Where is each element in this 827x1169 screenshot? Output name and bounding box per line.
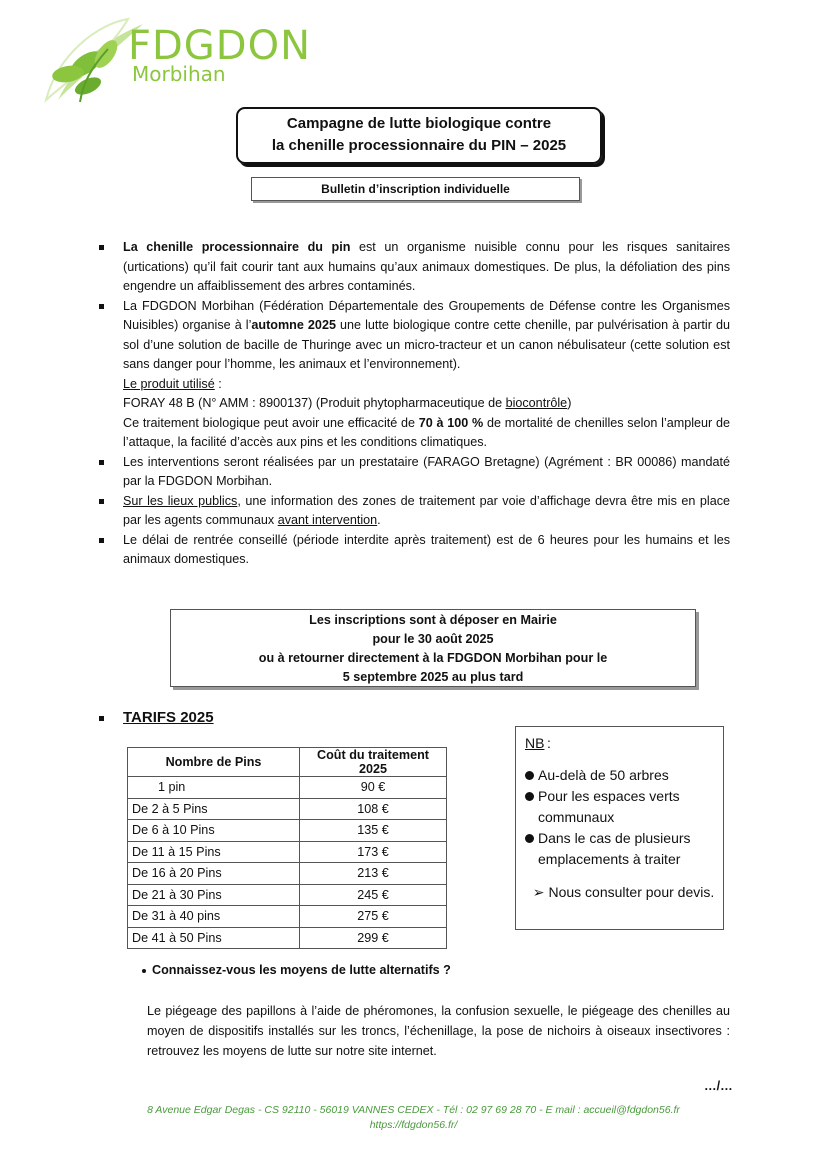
list-item <box>525 765 720 786</box>
bullet-2-bold: automne 2025 <box>251 318 336 332</box>
bullet-2-text-b: une lutte biologique contre cette chenille, par pulvérisation à partir du sol d’une solution de bacille de Thuringe avec un micro-tracteur et un canon nébulisateur (cette solution est sans danger pour l’homme, les animaux et l’environnement). <box>123 318 730 371</box>
info-bullets <box>98 238 730 570</box>
bullet-4-text-b: . <box>377 513 381 527</box>
pins-cell: De 16 à 20 Pins <box>128 863 300 885</box>
cost-cell: 299 € <box>300 927 447 949</box>
pins-cell: De 2 à 5 Pins <box>128 798 300 820</box>
cost-cell: 275 € <box>300 906 447 928</box>
nb-list <box>525 765 720 870</box>
column-header: Nombre de Pins <box>128 748 300 777</box>
product-text-a: FORAY 48 B (N° AMM : 8900137) (Produit phytopharmaceutique de <box>123 396 506 410</box>
logo-subtitle: Morbihan <box>132 62 226 86</box>
nb-colon: : <box>547 735 551 751</box>
table-row <box>128 927 447 949</box>
bullet-1-text: est un organisme nuisible connu pour les risques sanitaires (urtications) qu’il fait courir tant aux humains qu’aux animaux domestiques. De plus, la défoliation des pins engendre un affaiblissement des arbres contaminés. <box>123 240 730 293</box>
nb-heading: NB <box>525 735 545 751</box>
cost-cell: 245 € <box>300 884 447 906</box>
pins-cell: De 21 à 30 Pins <box>128 884 300 906</box>
title-line-1: Campagne de lutte biologique contre <box>286 115 552 132</box>
inscription-box <box>170 609 696 687</box>
tarifs-heading-text: TARIFS 2025 <box>123 709 214 726</box>
nb-consult <box>526 882 721 903</box>
continuation-mark: …/… <box>704 1079 733 1093</box>
pins-cell: De 11 à 15 Pins <box>128 841 300 863</box>
cost-cell: 90 € <box>300 777 447 799</box>
campaign-title <box>236 107 602 164</box>
bullet-chenille <box>98 238 730 297</box>
product-colon: : <box>214 376 222 391</box>
bullet-dot-icon <box>525 771 534 780</box>
bullet-5-text: Le délai de rentrée conseillé (période interdite après traitement) est de 6 heures pour les humains et les animaux domestiques. <box>123 532 730 566</box>
column-header: Coût du traitement 2025 <box>300 748 447 777</box>
pins-cell: De 31 à 40 pins <box>128 906 300 928</box>
title-line-2: la chenille processionnaire du PIN – 2025 <box>271 137 567 154</box>
bullet-dot-icon <box>142 969 146 973</box>
nb-item-text: Pour les espaces verts communaux <box>538 788 680 825</box>
table-row <box>128 820 447 842</box>
bullet-4-underline-2: avant intervention <box>277 513 378 527</box>
bullet-delai <box>98 531 730 570</box>
footer-website: https://fdgdon56.fr/ <box>369 1119 458 1131</box>
cost-cell: 173 € <box>300 841 447 863</box>
bullet-dot-icon <box>525 792 534 801</box>
table-header-row <box>128 748 447 777</box>
table-row <box>128 841 447 863</box>
bullet-4-text-a: , une information des zones de traitement par voie d’affichage devra être mis en place par les agents communaux <box>123 493 731 527</box>
inscription-line-3: ou à retourner directement à la FDGDON Morbihan pour le <box>258 651 608 665</box>
alternatives-question-text: Connaissez-vous les moyens de lutte alternatifs ? <box>152 963 451 977</box>
pins-cell: 1 pin <box>128 777 300 799</box>
efficacy-text-a: Ce traitement biologique peut avoir une efficacité de <box>123 415 419 430</box>
bullet-4-underline-1: Sur les lieux publics <box>123 493 238 508</box>
nb-consult-text: Nous consulter pour devis. <box>548 884 715 900</box>
product-text-b: ) <box>567 396 572 410</box>
bullet-2-text-a: La FDGDON Morbihan (Fédération Départementale des Groupements de Défense contre les Organismes Nuisibles) organise à l’ <box>123 298 730 332</box>
nb-item-text: Au-delà de 50 arbres <box>538 767 669 783</box>
pins-cell: De 6 à 10 Pins <box>128 820 300 842</box>
inscription-line-2: pour le 30 août 2025 <box>372 632 494 646</box>
nb-item-text: Dans le cas de plusieurs emplacements à traiter <box>538 830 691 867</box>
tarifs-table <box>127 747 447 949</box>
bullet-dot-icon <box>525 834 534 843</box>
inscription-line-4: 5 septembre 2025 au plus tard <box>342 670 524 684</box>
footer-address: 8 Avenue Edgar Degas - CS 92110 - 56019 VANNES CEDEX - Tél : 02 97 69 28 70 - E mail : accueil@fdgdon56.fr <box>147 1104 680 1116</box>
list-item <box>525 828 720 870</box>
product-label: Le produit utilisé <box>123 376 215 391</box>
cost-cell: 108 € <box>300 798 447 820</box>
bulletin-label: Bulletin d’inscription individuelle <box>251 177 580 201</box>
bullet-organisation <box>98 297 730 453</box>
cost-cell: 213 € <box>300 863 447 885</box>
table-row <box>128 798 447 820</box>
logo-name: FDGDON <box>128 23 312 69</box>
bullet-lieux-publics <box>98 492 730 531</box>
table-row <box>128 906 447 928</box>
bullet-3-text: Les interventions seront réalisées par un prestataire (FARAGO Bretagne) (Agrément : BR 00086) mandaté par la FDGDON Morbihan. <box>123 454 730 488</box>
nb-box <box>515 726 724 930</box>
arrow-right-icon: ➢ <box>532 884 545 900</box>
pins-cell: De 41 à 50 Pins <box>128 927 300 949</box>
biocontrole-text: biocontrôle <box>505 396 568 410</box>
list-item <box>525 786 720 828</box>
bullet-prestataire <box>98 453 730 492</box>
efficacy-text-b: de mortalité de chenilles selon l’ampleur de l’attaque, la facilité d’accès aux pins et les conditions climatiques. <box>123 415 730 449</box>
inscription-line-1: Les inscriptions sont à déposer en Mairie <box>309 613 557 627</box>
efficacy-bold: 70 à 100 % <box>418 415 484 430</box>
tarifs-heading <box>98 709 214 726</box>
table-row <box>128 777 447 799</box>
bullet-1-bold: La chenille processionnaire du pin <box>123 240 351 254</box>
alternatives-text: Le piégeage des papillons à l’aide de phéromones, la confusion sexuelle, le piégeage des chenilles au moyen de dispositifs installés sur les troncs, l’échenillage, la pose de nichoirs à oiseaux insectivores : retrouvez les moyens de lutte sur notre site internet. <box>147 1004 730 1058</box>
table-row <box>128 884 447 906</box>
cost-cell: 135 € <box>300 820 447 842</box>
table-row <box>128 863 447 885</box>
alternatives-question <box>142 963 451 977</box>
